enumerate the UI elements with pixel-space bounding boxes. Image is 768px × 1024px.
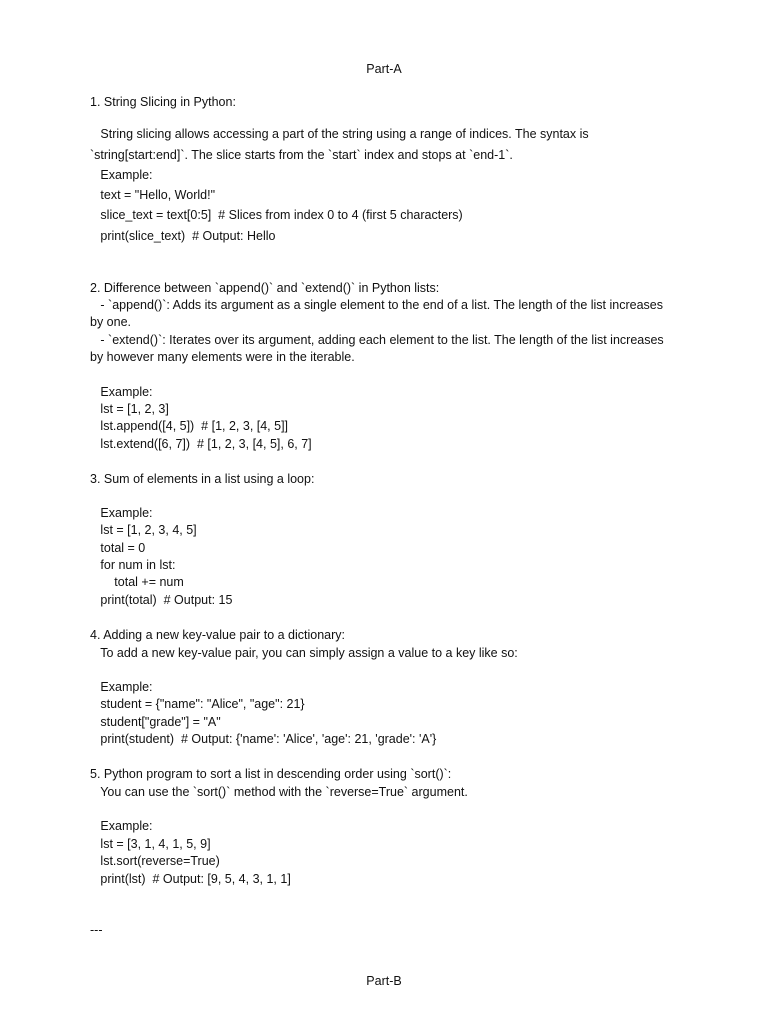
section-4-code: student = {"name": "Alice", "age": 21} xyxy=(90,697,305,711)
section-1-text: String slicing allows accessing a part of the string using a range of indices. The syntax is xyxy=(90,127,589,141)
section-3-code: lst = [1, 2, 3, 4, 5] xyxy=(90,523,197,537)
section-4-code: print(student) # Output: {'name': 'Alice', 'age': 21, 'grade': 'A'} xyxy=(90,732,437,746)
section-2-heading: 2. Difference between `append()` and `extend()` in Python lists: xyxy=(90,281,440,295)
section-1-code: text = "Hello, World!" xyxy=(90,188,216,202)
section-4-text: To add a new key-value pair, you can simply assign a value to a key like so: xyxy=(90,646,518,660)
section-2-text: by one. xyxy=(90,315,132,329)
section-2-text: by however many elements were in the iterable. xyxy=(90,350,355,364)
part-b-heading: Part-B xyxy=(366,974,402,988)
section-5-code: lst = [3, 1, 4, 1, 5, 9] xyxy=(90,837,211,851)
section-1-code: slice_text = text[0:5] # Slices from index 0 to 4 (first 5 characters) xyxy=(90,208,463,222)
section-2-text: Example: xyxy=(90,385,153,399)
separator: --- xyxy=(90,923,103,937)
section-3-heading: 3. Sum of elements in a list using a loop: xyxy=(90,472,315,486)
part-a-heading: Part-A xyxy=(366,62,402,76)
section-4-heading: 4. Adding a new key-value pair to a dictionary: xyxy=(90,628,346,642)
section-2-code: lst.append([4, 5]) # [1, 2, 3, [4, 5]] xyxy=(90,419,289,433)
section-3-code: for num in lst: xyxy=(90,558,176,572)
section-4-text: Example: xyxy=(90,680,153,694)
section-3-text: Example: xyxy=(90,506,153,520)
section-5-text: Example: xyxy=(90,819,153,833)
section-2-code: lst = [1, 2, 3] xyxy=(90,402,169,416)
section-5-code: lst.sort(reverse=True) xyxy=(90,854,220,868)
section-4-code: student["grade"] = "A" xyxy=(90,715,221,729)
section-2-code: lst.extend([6, 7]) # [1, 2, 3, [4, 5], 6, 7] xyxy=(90,437,312,451)
section-2-text: - `extend()`: Iterates over its argument, adding each element to the list. The length of the list increases xyxy=(90,333,664,347)
section-3-code: total = 0 xyxy=(90,541,146,555)
section-3-code: total += num xyxy=(90,575,184,589)
section-5-heading: 5. Python program to sort a list in descending order using `sort()`: xyxy=(90,767,452,781)
section-3-code: print(total) # Output: 15 xyxy=(90,593,233,607)
section-1-text: `string[start:end]`. The slice starts from the `start` index and stops at `end-1`. xyxy=(90,148,513,162)
section-1-text: Example: xyxy=(90,168,153,182)
section-2-text: - `append()`: Adds its argument as a single element to the end of a list. The length of the list increases xyxy=(90,298,663,312)
section-1-heading: 1. String Slicing in Python: xyxy=(90,95,236,109)
section-5-code: print(lst) # Output: [9, 5, 4, 3, 1, 1] xyxy=(90,872,291,886)
section-1-code: print(slice_text) # Output: Hello xyxy=(90,229,276,243)
section-5-text: You can use the `sort()` method with the `reverse=True` argument. xyxy=(90,785,468,799)
